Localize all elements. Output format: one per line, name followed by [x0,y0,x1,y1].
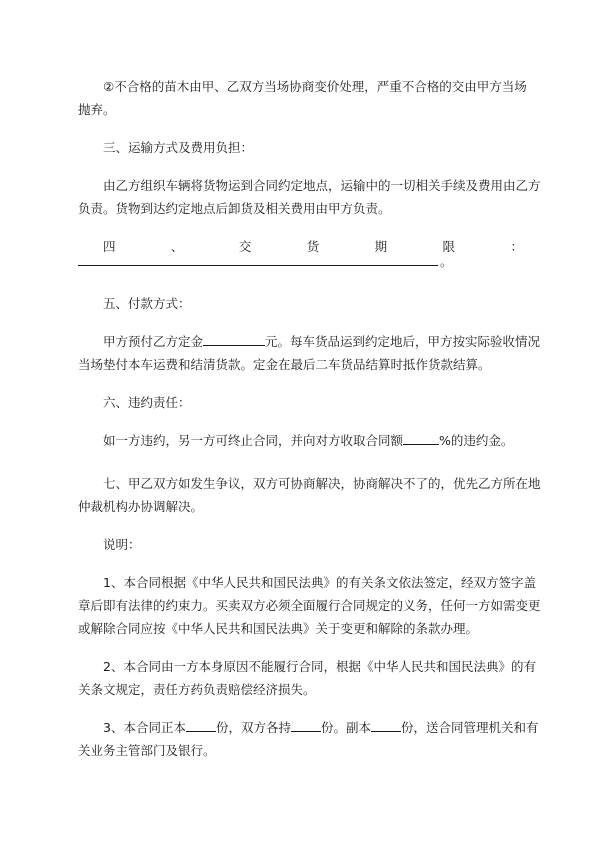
text-segment: 3、本合同正本 [103,720,186,735]
paragraph-line: 2、本合同由一方本身原因不能履行合同，根据《中华人民共和国民法典》的有 [103,659,536,674]
text-segment: 元。每车货品运到约定地后，甲方按实际验收情况 [265,334,541,349]
heading-char: 期 [374,239,388,254]
text-segment: 份，双方各持 [215,720,291,735]
heading-char: 、 [170,239,184,254]
paragraph-line [103,719,549,737]
heading-char: 限 [442,239,456,254]
each-party-copies-blank [291,719,321,732]
delivery-blank-line [78,265,438,266]
paragraph-line: 由乙方组织车辆将货物运到合同约定地点，运输中的一切相关手续及费用由乙方 [103,178,541,193]
paragraph-line: 负责。货物到达约定地点后卸货及相关费用由甲方负责。 [78,201,391,216]
text-segment: 如一方违约，另一方可终止合同，并向对方收取合同额 [103,433,404,448]
text-segment: 份。副本 [320,720,371,735]
penalty-percent-blank [403,432,439,445]
paragraph-line: ②不合格的苗木由甲、乙双方当场协商变价处理，严重不合格的交由甲方当场 [103,79,527,94]
paragraph-line: 关条文规定，责任方药负责赔偿经济损失。 [78,682,316,697]
paragraph-line [103,432,549,450]
section-heading-transport: 三、运输方式及费用负担： [103,140,254,155]
paragraph-line: 七、甲乙双方如发生争议，双方可协商解决，协商解决不了的，优先乙方所在地 [103,476,541,491]
paragraph-line: 或解除合同应按《中华人民共和国民法典》关于变更和解除的条款办理。 [78,621,479,636]
section-heading-liability: 六、违约责任： [103,395,191,410]
paragraph-line [103,333,549,351]
paragraph-line: 仲裁机构办协调解决。 [78,499,204,514]
original-copies-blank [186,719,216,732]
heading-char: 四 [103,239,116,254]
heading-char: ： [510,239,523,254]
text-segment: 甲方预付乙方定金 [103,334,204,349]
duplicate-copies-blank [371,719,401,732]
notes-heading: 说明： [103,537,141,552]
delivery-line-end: 。 [440,254,453,269]
heading-char: 货 [306,239,320,254]
text-segment: 份，送合同管理机关和有 [401,720,539,735]
section-heading-delivery [103,238,523,256]
paragraph-line: 章后即有法律的约束力。买卖双方必须全面履行合同规定的义务，任何一方如需变更 [78,598,541,613]
paragraph-line: 抛弃。 [78,102,116,117]
paragraph-line: 关业务主管部门及银行。 [78,743,216,758]
deposit-blank [203,333,265,346]
paragraph-line: 当场垫付本车运费和结清货款。定金在最后二车货品结算时抵作货款结算。 [78,357,491,372]
paragraph-line: 1、本合同根据《中华人民共和国民法典》的有关条文依法签定，经双方签字盖 [103,575,536,590]
section-heading-payment: 五、付款方式： [103,296,191,311]
heading-char: 交 [238,239,252,254]
text-segment: %的违约金。 [439,433,514,448]
